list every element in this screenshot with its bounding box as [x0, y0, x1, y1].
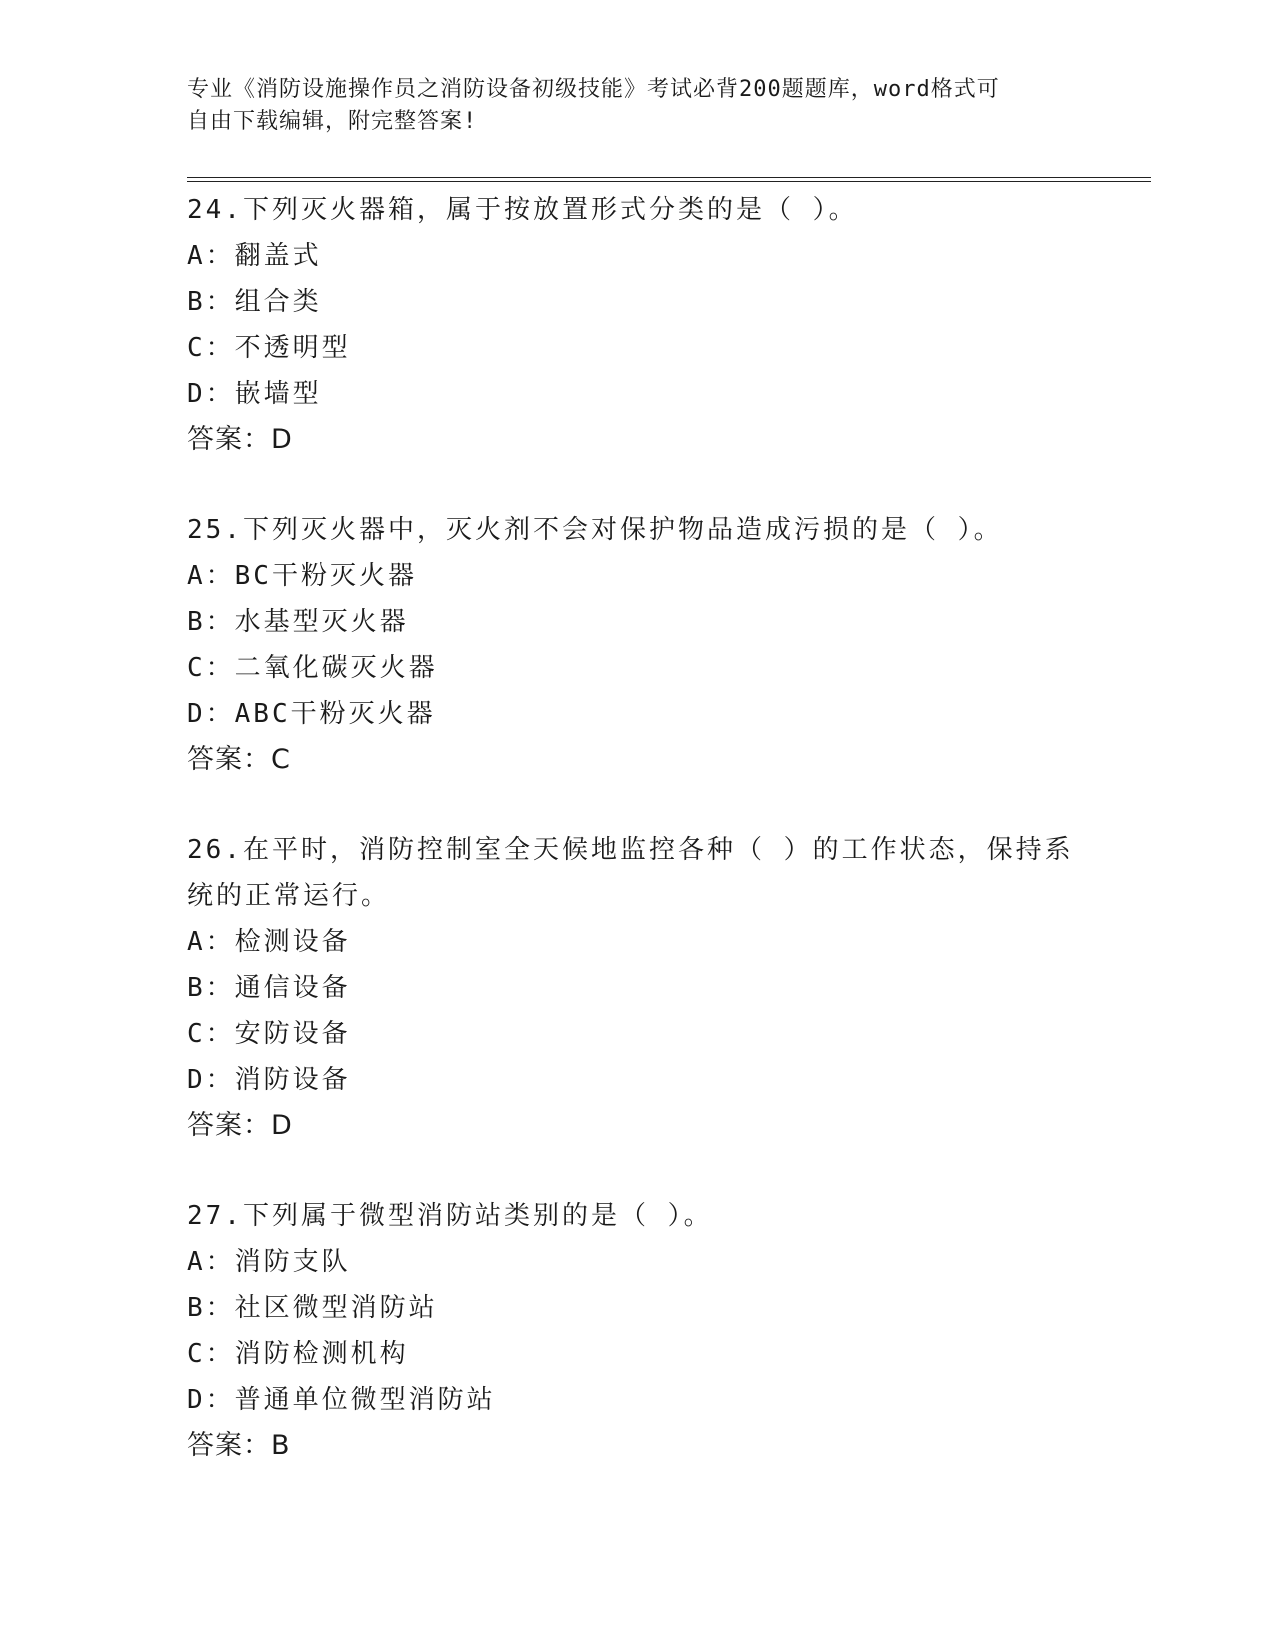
document-header [187, 74, 1067, 138]
option-a: A：消防支队 [187, 1247, 351, 1277]
option-c: C：消防检测机构 [187, 1339, 409, 1369]
option-b: B：通信设备 [187, 973, 351, 1003]
header-line-2: 自由下载编辑，附完整答案! [187, 109, 478, 134]
question-stem: 25.下列灭火器中，灭火剂不会对保护物品造成污损的是（ ）。 [187, 515, 1003, 545]
answer-line: 答案：D [187, 1110, 293, 1141]
header-divider [187, 177, 1151, 182]
option-d: D：普通单位微型消防站 [187, 1385, 496, 1415]
answer-line: 答案：B [187, 1430, 291, 1461]
question-stem: 27.下列属于微型消防站类别的是（ ）。 [187, 1201, 713, 1231]
question-26 [187, 827, 1087, 1149]
option-b: B：水基型灭火器 [187, 607, 409, 637]
question-stem: 24.下列灭火器箱，属于按放置形式分类的是（ ）。 [187, 195, 858, 225]
question-24 [187, 187, 1087, 463]
option-c: C：安防设备 [187, 1019, 351, 1049]
option-b: B：组合类 [187, 287, 322, 317]
header-line-1: 专业《消防设施操作员之消防设备初级技能》考试必背200题题库，word格式可 [187, 77, 1000, 102]
option-b: B：社区微型消防站 [187, 1293, 438, 1323]
option-a: A：BC干粉灭火器 [187, 561, 417, 591]
option-d: D：ABC干粉灭火器 [187, 699, 436, 729]
answer-line: 答案：D [187, 424, 293, 455]
option-c: C：不透明型 [187, 333, 351, 363]
question-stem-continued: 统的正常运行。 [187, 881, 391, 911]
question-stem: 26.在平时，消防控制室全天候地监控各种（ ）的工作状态，保持系 [187, 835, 1074, 865]
option-d: D：嵌墙型 [187, 379, 322, 409]
question-27 [187, 1193, 1087, 1469]
question-25 [187, 507, 1087, 783]
option-a: A：检测设备 [187, 927, 351, 957]
option-d: D：消防设备 [187, 1065, 351, 1095]
answer-line: 答案：C [187, 744, 291, 775]
option-c: C：二氧化碳灭火器 [187, 653, 438, 683]
question-list [187, 187, 1087, 1513]
option-a: A：翻盖式 [187, 241, 322, 271]
